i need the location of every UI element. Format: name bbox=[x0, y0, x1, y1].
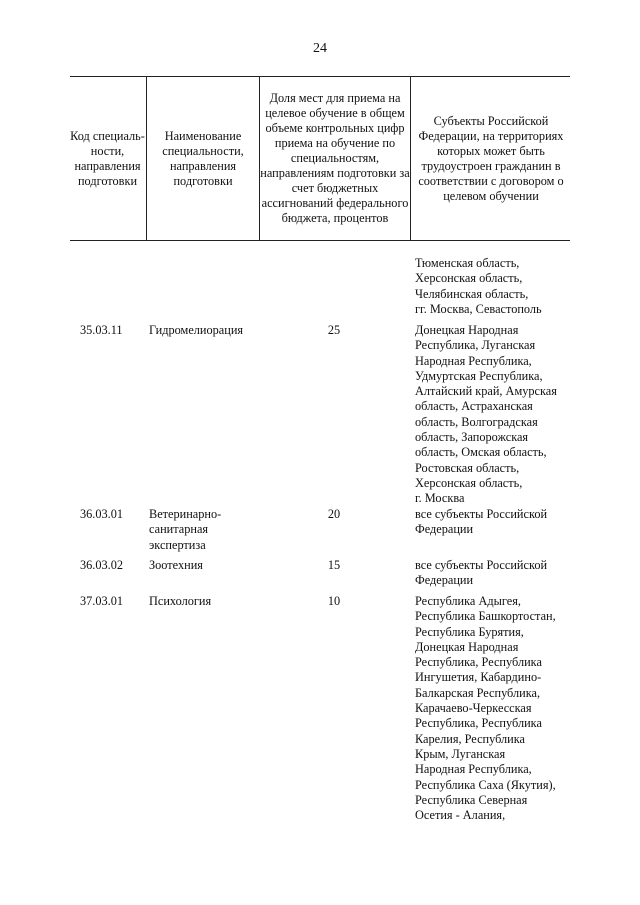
region-line: Херсонская область, bbox=[415, 475, 523, 490]
region-line: Карелия, Республика bbox=[415, 731, 526, 746]
row-percent: 25 bbox=[327, 323, 341, 337]
row-name: Зоотехния bbox=[149, 558, 203, 572]
region-line: Донецкая Народная bbox=[415, 639, 519, 654]
header-code-text: Код специаль-ности, направления подготовки bbox=[70, 128, 145, 188]
row-regions bbox=[415, 323, 570, 507]
row-code: 36.03.01 bbox=[80, 507, 124, 521]
region-line: Республика Бурятия, bbox=[415, 624, 524, 639]
region-line: Федерации bbox=[415, 573, 474, 588]
region-line: Республика Северная bbox=[415, 792, 528, 807]
region-line: Херсонская область, bbox=[415, 271, 523, 286]
row-regions bbox=[415, 256, 570, 317]
region-line: область, Волгоградская bbox=[415, 414, 538, 429]
region-line: Осетия - Алания, bbox=[415, 808, 506, 823]
row-name: Гидромелиорация bbox=[149, 323, 244, 337]
region-line: Республика, Луганская bbox=[415, 338, 536, 353]
row-code: 37.03.01 bbox=[80, 594, 124, 608]
row-percent: 20 bbox=[327, 507, 341, 521]
region-line: Балкарская Республика, bbox=[415, 685, 541, 700]
row-name: Психология bbox=[149, 594, 212, 608]
region-line: Ростовская область, bbox=[415, 460, 520, 475]
region-line: Крым, Луганская bbox=[415, 746, 506, 761]
region-line: все субъекты Российской bbox=[415, 558, 548, 572]
region-line: Республика, Республика bbox=[415, 716, 542, 731]
region-line: Народная Республика, bbox=[415, 762, 532, 777]
region-line: Федерации bbox=[415, 522, 474, 537]
row-code: 36.03.02 bbox=[80, 558, 124, 572]
header-percent-text: Доля мест для приема на целевое обучение в общем объеме контрольных цифр приема на обучение по специальностям, направлениям подготовки за счет бюджетных ассигнований федерального бюджета, процентов bbox=[260, 91, 410, 225]
region-line: Республика Саха (Якутия), bbox=[415, 777, 556, 792]
header-regions-text: Субъекты Российской Федерации, на территориях которых может быть трудоустроен гражданин в соответствии с договором о целевом обучении bbox=[418, 113, 564, 203]
region-line: Донецкая Народная bbox=[415, 323, 519, 337]
header-percent bbox=[259, 77, 410, 240]
row-regions bbox=[415, 507, 570, 538]
header-regions bbox=[410, 77, 571, 240]
header-name bbox=[146, 77, 259, 240]
region-line: Тюменская область, bbox=[415, 256, 520, 270]
region-line: Челябинская область, bbox=[415, 286, 529, 301]
row-code: 35.03.11 bbox=[80, 323, 123, 337]
region-line: г. Москва bbox=[415, 491, 465, 506]
region-line: Республика Башкортостан, bbox=[415, 609, 556, 624]
region-line: Республика, Республика bbox=[415, 655, 542, 670]
row-percent: 10 bbox=[327, 594, 341, 608]
page-number: 24 bbox=[313, 41, 327, 56]
region-line: Карачаево-Черкесская bbox=[415, 701, 532, 716]
row-regions bbox=[415, 594, 570, 823]
row-name: Ветеринарно-санитарная экспертиза bbox=[149, 507, 222, 552]
region-line: область, Запорожская bbox=[415, 430, 529, 445]
header-name-text: Наименование специальности, направления подготовки bbox=[162, 128, 244, 188]
region-line: гг. Москва, Севастополь bbox=[415, 301, 542, 316]
row-regions bbox=[415, 558, 570, 589]
region-line: Удмуртская Республика, bbox=[415, 368, 543, 383]
region-line: все субъекты Российской bbox=[415, 507, 548, 521]
table-header bbox=[70, 76, 570, 241]
region-line: Народная Республика, bbox=[415, 353, 532, 368]
region-line: область, Астраханская bbox=[415, 399, 533, 414]
region-line: Республика Адыгея, bbox=[415, 594, 521, 608]
row-percent: 15 bbox=[327, 558, 341, 572]
region-line: Ингушетия, Кабардино- bbox=[415, 670, 542, 685]
header-code bbox=[70, 77, 145, 240]
region-line: область, Омская область, bbox=[415, 445, 547, 460]
region-line: Алтайский край, Амурская bbox=[415, 384, 557, 399]
